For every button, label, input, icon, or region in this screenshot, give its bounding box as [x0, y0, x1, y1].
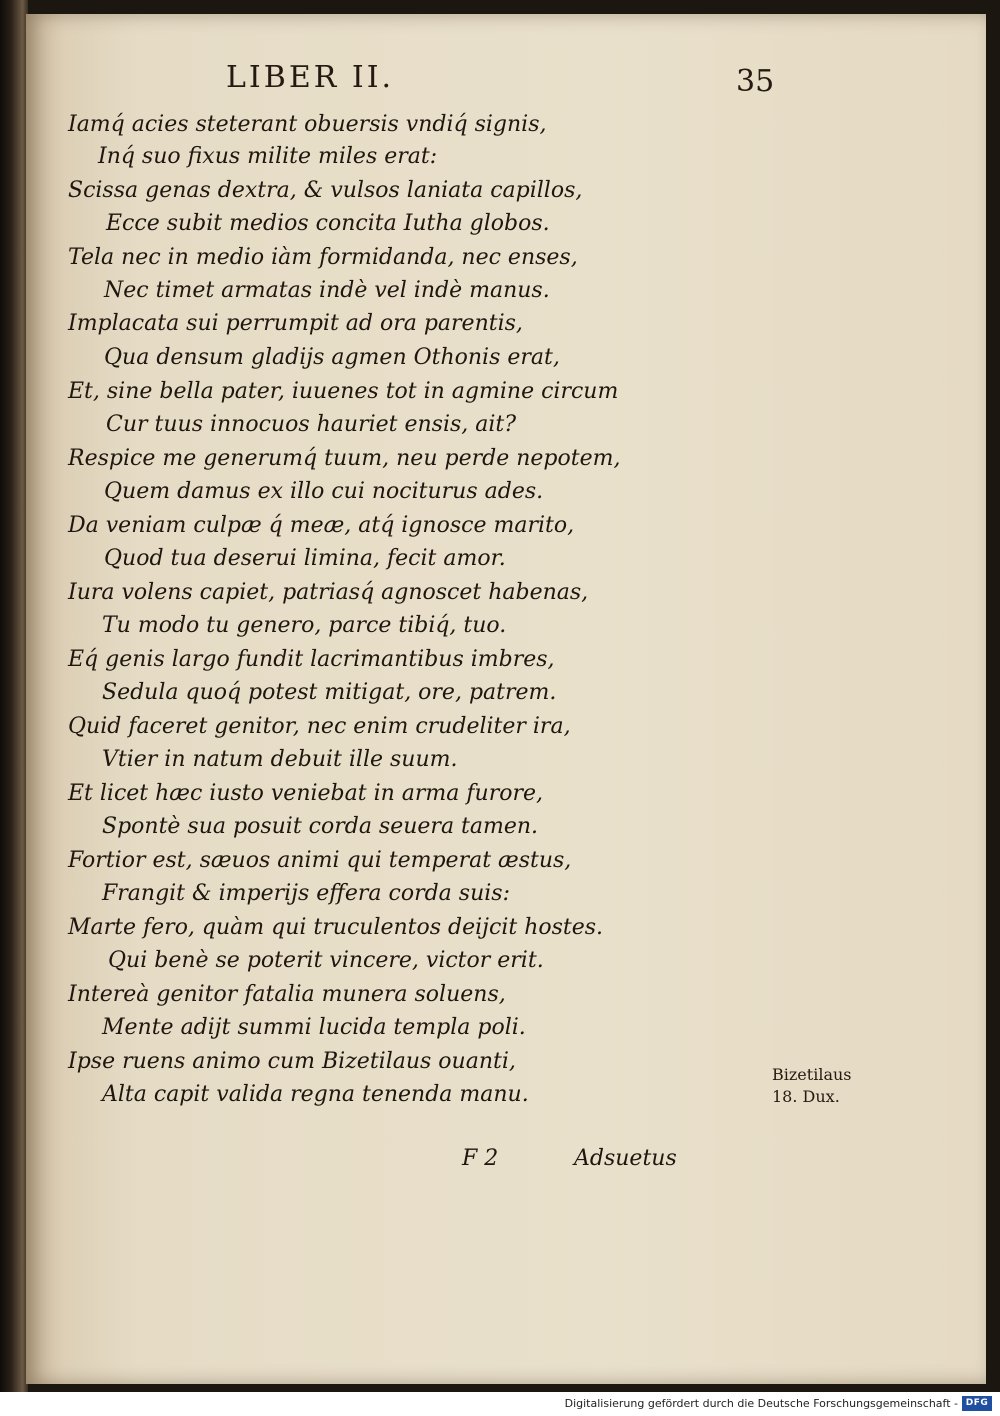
verse-line: Tu modo tu genero, parce tibiq́, tuo.	[102, 613, 507, 638]
verse-line: Frangit & imperijs effera corda suis:	[102, 881, 510, 906]
verse-line: Intereà genitor fatalia munera soluens,	[68, 982, 506, 1007]
verse-line: Marte fero, quàm qui truculentos deijcit hostes.	[68, 915, 604, 940]
verse-line: Iura volens capiet, patriasq́ agnoscet habenas,	[68, 580, 589, 605]
verse-line: Ecce subit medios concita Iutha globos.	[106, 211, 550, 236]
verse-line: Implacata sui perrumpit ad ora parentis,	[68, 311, 523, 336]
margin-note	[772, 1064, 852, 1108]
verse-line: Ipse ruens animo cum Bizetilaus ouanti,	[68, 1049, 516, 1074]
margin-note-line: Bizetilaus	[772, 1065, 852, 1084]
verse-line: Mente adijt summi lucida templa poli.	[102, 1015, 526, 1040]
verse-line: Inq́ suo fixus milite miles erat:	[98, 144, 438, 169]
verse-line: Spontè sua posuit corda seuera tamen.	[102, 814, 539, 839]
verse-line: Iamq́ acies steterant obuersis vndiq́ signis,	[68, 112, 547, 137]
verse-line: Respice me generumq́ tuum, neu perde nepotem,	[68, 446, 621, 471]
verse-line: Sedula quoq́ potest mitigat, ore, patrem.	[102, 680, 557, 705]
catchword: Adsuetus	[574, 1146, 677, 1171]
verse-line: Qua densum gladijs agmen Othonis erat,	[104, 345, 560, 370]
verse-line: Et, sine bella pater, iuuenes tot in agmine circum	[68, 379, 619, 404]
book-page	[26, 14, 986, 1384]
verse-line: Da veniam culpæ q́ meæ, atq́ ignosce marito,	[68, 513, 575, 538]
footer-bar	[0, 1392, 1000, 1416]
signature-mark: F 2	[462, 1146, 499, 1171]
dfg-logo-icon: DFG	[962, 1396, 992, 1411]
verse-line: Vtier in natum debuit ille suum.	[102, 747, 458, 772]
verse-line: Quem damus ex illo cui nociturus ades.	[104, 479, 544, 504]
verse-line: Cur tuus innocuos hauriet ensis, ait?	[106, 412, 517, 437]
verse-line: Quod tua deserui limina, fecit amor.	[104, 546, 506, 571]
verse-line: Et licet hæc iusto veniebat in arma furore,	[68, 781, 543, 806]
footer-credit: Digitalisierung gefördert durch die Deutsche Forschungsgemeinschaft -	[564, 1397, 958, 1410]
verse-line: Nec timet armatas indè vel indè manus.	[104, 278, 550, 303]
verse-line: Eq́ genis largo fundit lacrimantibus imbres,	[68, 647, 555, 672]
verse-line: Qui benè se poterit vincere, victor erit.	[108, 948, 544, 973]
verse-line: Quid faceret genitor, nec enim crudeliter ira,	[68, 714, 571, 739]
margin-note-line: 18. Dux.	[772, 1087, 840, 1106]
previous-page-edge	[0, 0, 28, 1392]
running-head: LIBER II.	[226, 60, 395, 95]
verse-line: Fortior est, sæuos animi qui temperat æstus,	[68, 848, 572, 873]
verse-line: Tela nec in medio iàm formidanda, nec enses,	[68, 245, 578, 270]
page-number: 35	[736, 64, 775, 99]
verse-line: Scissa genas dextra, & vulsos laniata capillos,	[68, 178, 583, 203]
verse-line: Alta capit valida regna tenenda manu.	[102, 1082, 529, 1107]
